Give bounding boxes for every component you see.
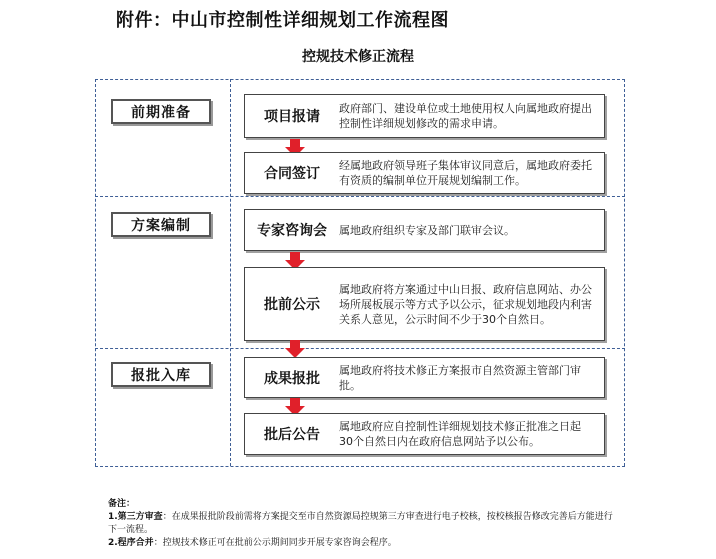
step-project-request (244, 94, 605, 138)
note-key: 1.第三方审查 (108, 512, 163, 522)
notes-section (108, 498, 618, 550)
step-description: 经属地政府领导班子集体审议同意后，属地政府委托有资质的编制单位开展规划编制工作。 (339, 159, 592, 187)
step-label: 批后公告 (264, 427, 320, 443)
step-pre-approval-publicity (244, 267, 605, 341)
arrow-down-icon (285, 340, 305, 358)
step-description: 属地政府应自控制性详细规划技术修正批准之日起30个自然日内在政府信息网站予以公布。 (339, 420, 581, 448)
step-description: 属地政府组织专家及部门联审会议。 (339, 223, 515, 237)
divider-bottom (95, 466, 625, 467)
step-post-approval-announcement (244, 413, 605, 455)
step-description: 属地政府将方案通过中山日报、政府信息网站、办公场所展板展示等方式予以公示，征求规划地段内利害关系人意见，公示时间不少于30个自然日。 (339, 282, 592, 326)
step-expert-consultation (244, 209, 605, 251)
step-label: 成果报批 (264, 370, 320, 387)
note-item (108, 537, 618, 550)
divider-right (624, 79, 625, 466)
note-text: ：控规技术修正可在批前公示期间同步开展专家咨询会程序。 (153, 538, 397, 548)
step-label: 批前公示 (264, 297, 320, 313)
page-subtitle: 控规技术修正流程 (302, 49, 414, 65)
phase-preparation: 前期准备 (111, 99, 211, 124)
note-text: ：在成果报批阶段前需将方案提交至市自然资源局控规第三方审查进行电子校核，按校核报告修改完善后方能进行下一流程。 (108, 512, 613, 535)
notes-title: 备注： (108, 499, 136, 509)
step-submit-for-approval (244, 357, 605, 398)
step-label: 项目报请 (264, 109, 320, 125)
divider-top (95, 79, 625, 80)
phase-approval: 报批入库 (111, 362, 211, 387)
step-label: 合同签订 (264, 166, 320, 182)
divider-middle (230, 79, 231, 466)
divider-left (95, 79, 96, 466)
page-title: 附件：中山市控制性详细规划工作流程图 (116, 10, 449, 31)
step-description: 属地政府将技术修正方案报市自然资源主管部门审批。 (339, 363, 581, 392)
phase-design: 方案编制 (111, 212, 211, 237)
divider-phase-2 (95, 196, 625, 197)
note-key: 2.程序合并 (108, 538, 154, 548)
step-contract-signing (244, 152, 605, 194)
divider-phase-3 (95, 348, 625, 349)
step-label: 专家咨询会 (257, 223, 327, 239)
note-item (108, 511, 618, 537)
step-description: 政府部门、建设单位或土地使用权人向属地政府提出控制性详细规划修改的需求申请。 (339, 102, 592, 130)
